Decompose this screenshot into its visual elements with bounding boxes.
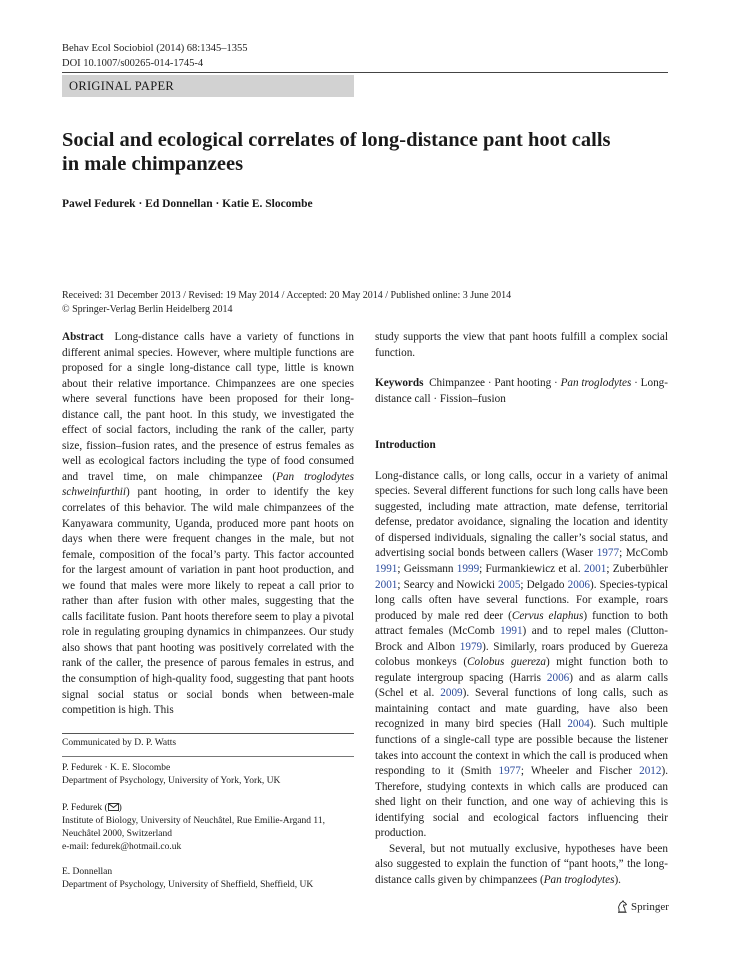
abstract-continued: study supports the view that pant hoots fulfill a complex social function.	[375, 331, 668, 359]
author-list: Pawel Fedurek · Ed Donnellan · Katie E. Slocombe	[62, 198, 313, 210]
ref-link[interactable]: 2012	[639, 765, 662, 778]
abstract: Abstract Long-distance calls have a variety of functions in different animal species. However, where multiple functions are proposed for a single long-distance call type, little is known about their relative importance. Chimpanzees are one species where several functions have been proposed for their long-distance call, the pant hoot. In this study, we investigated the effect of social factors, including the rank of the caller, party size, fission–fusion rates, and the presence of estrus females as well as ecological factors including the type of food consumed and travel time, on male chimpanzee (Pan troglodytes schweinfurthii) pant hooting, in order to identify the key correlates of this behavior. The wild male chimpanzees of the Kanyawara community, Uganda, produced more pant hoots on days when there were frequent changes in the male, but not female, composition of the focal’s party. This factor accounted for the largest amount of variation in pant hoot production, and we found that males were more likely to repeat a call prior to rather than after fusion with other males, suggesting that the calls facilitate fusion. Pant hoots therefore seem to play a pivotal role in regulating grouping dynamics in chimpanzees. Our study also shows that pant hooting was positively correlated with the rank of the caller, the presence of parous females in estrus, and the consumption of high-quality food, suggesting that pant hoots signal social status or social bonds when between-male competition is high. This	[62, 331, 354, 717]
ref-link[interactable]: 1979	[459, 640, 483, 653]
right-column	[375, 330, 668, 889]
contact-email[interactable]: e-mail: fedurek@hotmail.co.uk	[62, 842, 182, 852]
ref-link[interactable]: 1999	[456, 563, 480, 576]
intro-paragraph-1: Long-distance calls, or long calls, occur in a variety of animal species. Several different functions for such long calls have been suggested, including mate attraction, mate defense, territorial defense, predator avoidance, signaling the location and identity of dispersed individuals, signaling the caller’s social status, and advertising social bonds between callers (Waser 1977; McComb 1991; Geissmann 1999; Furmankiewicz et al. 2001; Zuberbühler 2001; Searcy and Nowicki 2005; Delgado 2006). Species-typical long calls often have several functions. For example, roars produced by male red deer (Cervus elaphus) function to both attract females (McComb 1991) and to repel males (Clutton-Brock and Albon 1979). Similarly, roars produced by Guereza colobus monkeys (Colobus guereza) might function both to regulate intergroup spacing (Harris 2006) and as alarm calls (Schel et al. 2009). Several functions of long calls, such as maintaining contact and mate guarding, have also been recognized in many bird species (Hall 2004). Such multiple functions of a single-call type are possible because the listener takes into account the context in which the call is produced when responding to it (Smith 1977; Wheeler and Fischer 2012). Therefore, studying contexts in which calls are produced can shed light on their function, and one way of achieving this is identifying social and ecological factors influencing their production.	[375, 469, 668, 840]
publisher-name: Springer	[631, 900, 669, 913]
communicated-by: Communicated by D. P. Watts	[62, 738, 177, 748]
journal-header	[62, 41, 247, 71]
publication-dates	[62, 289, 511, 316]
history-dates: Received: 31 December 2013 / Revised: 19 May 2014 / Accepted: 20 May 2014 / Published online: 3 June 2014	[62, 290, 512, 301]
ref-link[interactable]: 2001	[583, 563, 607, 576]
article-type: ORIGINAL PAPER	[69, 79, 175, 93]
article-title	[62, 128, 672, 176]
ref-link[interactable]: 2006	[567, 578, 591, 591]
article-type-banner	[62, 75, 354, 97]
ref-link[interactable]: 2005	[498, 578, 521, 591]
title-line-2: in male chimpanzees	[62, 153, 244, 175]
affiliation-3: E. Donnellan Department of Psychology, University of Sheffield, Sheffield, UK	[62, 867, 314, 890]
affiliation-2: P. Fedurek ( ) Institute of Biology, University of Neuchâtel, Rue Emilie-Argand 11, Neuchâtel 2000, Switzerland e-mail: fedurek@hotmail.co.uk	[62, 801, 354, 854]
keywords: Keywords Chimpanzee · Pant hooting · Pan troglodytes · Long-distance call · Fission–fusion	[375, 377, 668, 405]
intro-paragraph-2: Several, but not mutually exclusive, hypotheses have been also suggested to explain the function of “pant hoots,” the long-distance calls given by chimpanzees (Pan troglodytes).	[375, 842, 668, 886]
header-rule	[62, 72, 668, 73]
envelope-icon	[108, 801, 119, 814]
journal-citation: Behav Ecol Sociobiol (2014) 68:1345–1355	[62, 43, 248, 54]
footnote-rule-2	[62, 756, 354, 757]
keywords-label: Keywords	[375, 377, 424, 390]
ref-link[interactable]: 2009	[440, 687, 463, 700]
introduction-heading: Introduction	[375, 439, 436, 452]
affiliation-1: P. Fedurek · K. E. Slocombe Department of Psychology, University of York, York, UK	[62, 763, 281, 786]
ref-link[interactable]: 2001	[375, 578, 398, 591]
doi[interactable]: DOI 10.1007/s00265-014-1745-4	[62, 58, 204, 69]
copyright: © Springer-Verlag Berlin Heidelberg 2014	[62, 303, 233, 315]
left-column	[62, 330, 354, 719]
ref-link[interactable]: 1977	[596, 547, 620, 560]
publisher-logo	[617, 900, 669, 913]
springer-knight-icon	[617, 900, 628, 913]
ref-link[interactable]: 2004	[567, 718, 590, 731]
ref-link[interactable]: 1991	[500, 625, 523, 638]
title-line-1: Social and ecological correlates of long-distance pant hoot calls	[62, 129, 611, 151]
footnote-rule	[62, 733, 354, 734]
ref-link[interactable]: 2006	[546, 671, 570, 684]
ref-link[interactable]: 1991	[375, 563, 398, 576]
abstract-label: Abstract	[62, 331, 104, 343]
ref-link[interactable]: 1977	[498, 765, 521, 778]
